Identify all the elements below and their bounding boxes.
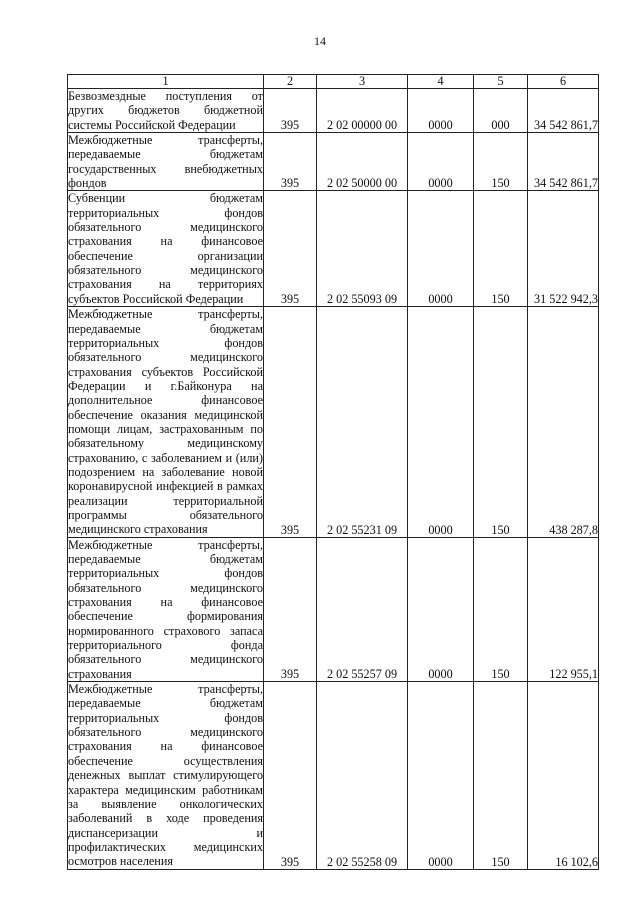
row-program-code: 0000 xyxy=(408,191,474,307)
column-header: 2 xyxy=(264,75,317,89)
row-admin-code: 395 xyxy=(264,307,317,538)
row-kind-code: 150 xyxy=(474,133,528,191)
row-amount: 438 287,8 xyxy=(528,307,599,538)
row-name: Субвенции бюджетам территориальных фондов обязательного медицинского страхования на финансовое обеспечение организации обязательного медицинского страхования на территориях субъектов Российской Федерации xyxy=(68,191,263,306)
row-revenue-code: 2 02 55231 09 xyxy=(317,307,408,538)
column-header: 5 xyxy=(474,75,528,89)
column-header: 4 xyxy=(408,75,474,89)
row-program-code: 0000 xyxy=(408,307,474,538)
table-row xyxy=(68,537,599,681)
budget-revenue-table xyxy=(67,74,599,870)
row-admin-code: 395 xyxy=(264,133,317,191)
row-kind-code: 150 xyxy=(474,191,528,307)
row-program-code: 0000 xyxy=(408,682,474,869)
row-amount: 34 542 861,7 xyxy=(528,133,599,191)
table-row xyxy=(68,89,599,133)
row-revenue-code: 2 02 55258 09 xyxy=(317,682,408,869)
row-admin-code: 395 xyxy=(264,682,317,869)
row-amount: 122 955,1 xyxy=(528,537,599,681)
table-row xyxy=(68,682,599,869)
row-name: Межбюджетные трансферты, передаваемые бюджетам территориальных фондов обязательного медицинского страхования субъектов Российской Федерации и г.Байконура на дополнительное финансовое обеспечение оказания медицинской помощи лицам, застрахованным по обязательному медицинскому страхованию, с заболеванием и (или) подозрением на заболевание новой коронавирусной инфекцией в рамках реализации территориальной программы обязательного медицинского страхования xyxy=(68,307,263,537)
row-name: Межбюджетные трансферты, передаваемые бюджетам государственных внебюджетных фондов xyxy=(68,133,263,191)
table-row xyxy=(68,191,599,307)
page-number: 14 xyxy=(314,34,326,48)
column-header: 6 xyxy=(528,75,599,89)
row-kind-code: 000 xyxy=(474,89,528,133)
row-amount: 34 542 861,7 xyxy=(528,89,599,133)
column-header: 3 xyxy=(317,75,408,89)
row-kind-code: 150 xyxy=(474,682,528,869)
table-header-row xyxy=(68,75,599,89)
row-kind-code: 150 xyxy=(474,537,528,681)
row-amount: 16 102,6 xyxy=(528,682,599,869)
row-amount: 31 522 942,3 xyxy=(528,191,599,307)
row-program-code: 0000 xyxy=(408,133,474,191)
column-header: 1 xyxy=(68,75,264,89)
row-name: Межбюджетные трансферты, передаваемые бюджетам территориальных фондов обязательного медицинского страхования на финансовое обеспечение осуществления денежных выплат стимулирующего характера медицинским работникам за выявление онкологических заболеваний в ходе проведения диспансеризации и профилактических медицинских осмотров населения xyxy=(68,682,263,869)
row-name: Безвозмездные поступления от других бюджетов бюджетной системы Российской Федерации xyxy=(68,89,263,132)
table-row xyxy=(68,133,599,191)
row-program-code: 0000 xyxy=(408,537,474,681)
row-revenue-code: 2 02 50000 00 xyxy=(317,133,408,191)
row-program-code: 0000 xyxy=(408,89,474,133)
table-row xyxy=(68,307,599,538)
row-revenue-code: 2 02 00000 00 xyxy=(317,89,408,133)
row-name: Межбюджетные трансферты, передаваемые бюджетам территориальных фондов обязательного медицинского страхования на финансовое обеспечение формирования нормированного страхового запаса территориального фонда обязательного медицинского страхования xyxy=(68,537,263,681)
row-kind-code: 150 xyxy=(474,307,528,538)
row-admin-code: 395 xyxy=(264,191,317,307)
row-revenue-code: 2 02 55257 09 xyxy=(317,537,408,681)
row-admin-code: 395 xyxy=(264,89,317,133)
row-admin-code: 395 xyxy=(264,537,317,681)
row-revenue-code: 2 02 55093 09 xyxy=(317,191,408,307)
